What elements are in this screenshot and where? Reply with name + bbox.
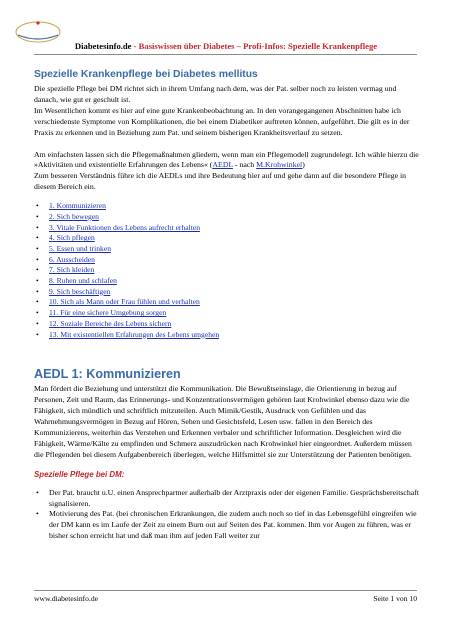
aedl-link[interactable]: AEDL bbox=[212, 160, 233, 170]
aedl1-paragraph: Man fördert die Beziehung und unterstützt die Kommunikation. Die Bewußtseinslage, die Orientierung in bezug auf Personen, Zeit und Raum, das Erinnerungs- und Konzentrationsvermögen gehören laut Krohwinkel ebenso dazu wie die Fähigkeit, sich mündlich und schriftlich mitzuteilen. Auch Mimik/Gestik, Ausdruck von Gefühlen und das Wahrnehmungsvermögen in Bezug auf Hören, Sehen und Gesichtsfeld, Lesen usw. fallen in den Bereich des Kommunizierens, weiterhin das Verstehen und Erkennen verbaler und schriftlicher Information. Desgleichen wird die Fähigkeit, Wärme/Kälte zu empfinden und Schmerz auszudrücken nach Krohwinkel hier eingeordnet. Außerdem müssen die Pflegenden bei diesem Aufgabenbereich überlegen, welche Hilfsmittel sie zur Unterstützung der Patienten benötigen. bbox=[34, 384, 412, 459]
header-topic: Profi-Infos: Spezielle Krankenpflege bbox=[243, 41, 378, 51]
list-item: • Der Pat. braucht u.U. einen Ansprechpartner außerhalb der Arztpraxis oder der eigenen Familie. Gesprächsbereitschaft signalisieren. bbox=[46, 488, 420, 510]
toc-item[interactable]: • 4. Sich pflegen bbox=[46, 233, 420, 244]
section-title: Spezielle Krankenpflege bei Diabetes mellitus bbox=[34, 69, 258, 80]
list-item: • Motivierung des Pat. (bei chronischen Erkrankungen, die zudem auch noch so tief in das Lebensgefühl eingreifen wie der DM kann es im Laufe der Zeit zu einem Burn out auf Seiten des Pat. kommen. Ihm vor Augen zu führen, was er bisher schon erreicht hat und daß man ihm auf jeden Fall weiter zur bbox=[46, 509, 420, 542]
toc-item[interactable]: • 12. Soziale Bereiche des Lebens sichern bbox=[46, 319, 420, 330]
toc-item[interactable]: • 10. Sich als Mann oder Frau fühlen und verhalten bbox=[46, 297, 420, 308]
intro-paragraph-2: Im Wesentlichen kommt es hier auf eine gute Krankenbeobachtung an. In den vorangegangenen Abschnitten habe ich verschiedenste Symptome von Komplikationen, die bei einem Diabetiker auftreten können, aufgeführt. Die gilt es in der Praxis zu erkennen und in Beziehung zum Pat. und seinem bisherigen Krankheitsverlauf zu setzen. bbox=[34, 105, 410, 137]
header-section: Basiswissen über Diabetes bbox=[138, 41, 235, 51]
aedl1-heading: AEDL 1: Kommunizieren bbox=[34, 367, 181, 382]
intro-paragraph-3: Am einfachsten lassen sich die Pflegemaßnahmen gliedern, wenn man ein Pflegemodell zugrundelegt. Ich wähle hierzu die »Aktivitäten und existentielle Erfahrungen des Lebens« (AEDL - nach M.Krohwinkel) bbox=[34, 149, 419, 170]
toc-item[interactable]: • 3. Vitale Funktionen des Lebens aufrecht erhalten bbox=[46, 223, 420, 234]
footer-url: www.diabetesinfo.de bbox=[34, 594, 99, 603]
aedl1-bullet-list bbox=[34, 488, 420, 543]
footer-page-number: Seite 1 von 10 bbox=[373, 594, 417, 603]
footer-rule bbox=[34, 590, 417, 591]
toc-item[interactable]: • 6. Ausscheiden bbox=[46, 255, 420, 266]
main-content bbox=[34, 68, 420, 542]
intro-paragraph-4: Zum besseren Verständnis führe ich die AEDLs und ihre Bedeutung hier auf und gehe dann auf die besondere Pflege in diesem Bereich ein. bbox=[34, 171, 407, 192]
header-rule bbox=[34, 54, 417, 55]
toc-item[interactable]: • 8. Ruhen und schlafen bbox=[46, 276, 420, 287]
table-of-contents bbox=[34, 201, 420, 340]
krohwinkel-link[interactable]: M.Krohwinkel bbox=[256, 160, 303, 170]
toc-item[interactable]: • 1. Kommunizieren bbox=[46, 201, 420, 212]
header-site: Diabetesinfo.de bbox=[74, 41, 132, 51]
toc-item[interactable]: • 13. Mit existentiellen Erfahrungen des Lebens umgehen bbox=[46, 330, 420, 341]
page-header: Diabetesinfo.de - Basiswissen über Diabetes – Profi-Infos: Spezielle Krankenpflege bbox=[74, 41, 378, 51]
toc-item[interactable]: • 5. Essen und trinken bbox=[46, 244, 420, 255]
toc-item[interactable]: • 11. Für eine sichere Umgebung sorgen bbox=[46, 308, 420, 319]
toc-item[interactable]: • 2. Sich bewegen bbox=[46, 212, 420, 223]
intro-paragraph-1: Die spezielle Pflege bei DM richtet sich in ihrem Umfang nach dem, was der Pat. selber noch zu leisten vermag und danach, wie gut er geschult ist. bbox=[34, 84, 397, 104]
toc-item[interactable]: • 9. Sich beschäftigen bbox=[46, 287, 420, 298]
toc-item[interactable]: • 7. Sich kleiden bbox=[46, 265, 420, 276]
aedl1-subheading: Spezielle Pflege bei DM: bbox=[34, 469, 125, 479]
